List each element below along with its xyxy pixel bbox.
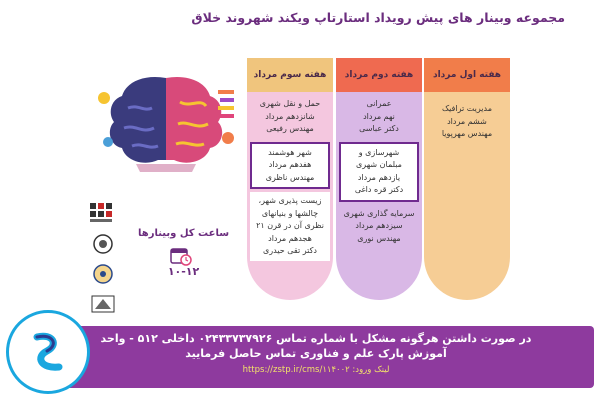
link-label: لینک ورود:	[352, 365, 390, 375]
session-card: عمرانی نهم مرداد دکتر عباسی	[359, 99, 399, 133]
session-card: سرمایه گذاری شهری سیزدهم مرداد مهندس نوری	[343, 208, 415, 243]
contact-banner	[38, 326, 594, 388]
session-card: مدیریت ترافیک ششم مرداد مهندس مهرپویا	[441, 104, 493, 138]
university-emblem-icon	[84, 232, 122, 256]
session-card: حمل و نقل شهری شانزدهم مرداد مهندس رفیعی	[259, 99, 321, 133]
province-emblem-icon	[84, 292, 122, 316]
page-title: مجموعه وبینار های پیش رویداد استارتاپ ویکند شهروند خلاق	[191, 10, 565, 25]
week-2-header: هفته دوم مرداد	[336, 58, 422, 92]
park-logo	[84, 202, 122, 226]
week-3-header: هفته سوم مرداد	[247, 58, 333, 92]
hours-value: ۱۰-۱۲	[167, 265, 200, 278]
week-1-header: هفته اول مرداد	[424, 58, 510, 92]
hours-label: ساعت کل وبینارها	[138, 228, 230, 239]
link-row	[38, 365, 594, 375]
week-2-column	[336, 58, 422, 300]
contact-line-2: آموزش پارک علم و فناوری تماس حاصل فرمایید	[185, 347, 447, 360]
session-card: شهرسازی و مبلمان شهری یازدهم مرداد دکتر قره داغی	[339, 142, 419, 202]
webinar-link[interactable]: https://zstp.ir/cms/۱۱۴۰۰۲	[242, 365, 350, 375]
science-park-logo	[6, 310, 90, 394]
session-card: زیست پذیری شهر، چالشها و بنیانهای نظری آن در قرن ۲۱ هجدهم مرداد دکتر تقی حیدری	[250, 192, 330, 261]
calendar-clock-icon	[170, 246, 192, 266]
week-3-column	[247, 58, 333, 300]
ministry-emblem-icon	[84, 262, 122, 286]
session-card: شهر هوشمند هفدهم مرداد مهندس ناظری	[250, 142, 330, 190]
sponsor-logos	[84, 202, 122, 322]
week-1-column	[424, 58, 510, 300]
contact-line-1: در صورت داشتن هرگونه مشکل با شماره تماس ۰۲۴۳۳۷۳۷۹۲۶ داخلی ۵۱۲ - واحد	[100, 332, 532, 345]
brain-illustration	[96, 68, 236, 178]
